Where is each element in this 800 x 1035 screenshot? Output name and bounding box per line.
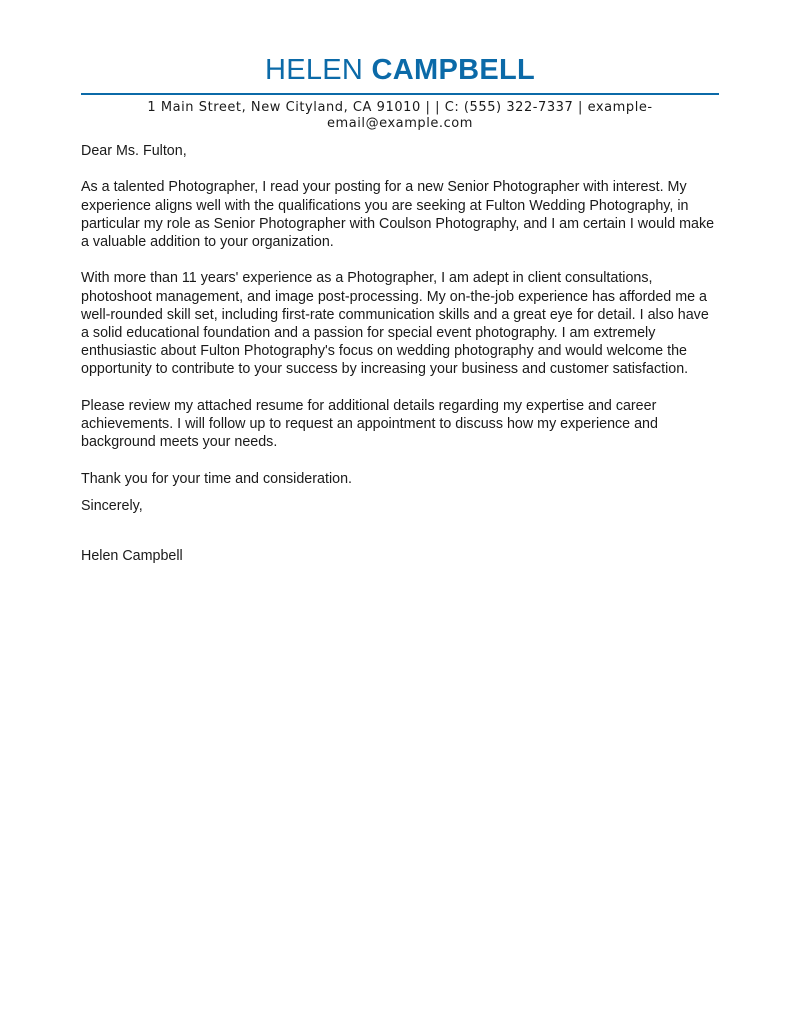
paragraph-experience: With more than 11 years' experience as a Photographer, I am adept in client consultations, photoshoot management, and image post-processing. My on-the-job experience has afforded me a well-rounded skill set, including first-rate communication skills and a great eye for detail. I also have a solid educational foundation and a passion for special event photography. I am extremely enthusiastic about Fulton Photography's focus on wedding photography and would welcome the opportunity to contribute to your success by increasing your business and customer satisfaction. — [81, 270, 709, 378]
contact-info: 1 Main Street, New Cityland, CA 91010 | | C: (555) 322-7337 | example-email@example.com — [147, 100, 653, 131]
applicant-name-heading — [81, 52, 719, 88]
last-name: CAMPBELL — [371, 54, 536, 86]
first-name: HELEN — [264, 54, 364, 86]
salutation: Dear Ms. Fulton, — [81, 143, 187, 159]
closing: Sincerely, — [81, 497, 143, 514]
paragraph-followup: Please review my attached resume for additional details regarding my expertise and career achievements. I will follow up to request an appointment to discuss how my experience and background meets your needs. — [81, 397, 658, 451]
paragraph-intro: As a talented Photographer, I read your posting for a new Senior Photographer with interest. My experience aligns well with the qualifications you are seeking at Fulton Wedding Photography, in particular my role as Senior Photographer with Coulson Photography, and I am certain I would make a valuable addition to your organization. — [81, 179, 715, 250]
signature: Helen Campbell — [81, 548, 183, 564]
header-divider — [81, 93, 719, 95]
cover-letter-page — [81, 52, 719, 583]
paragraph-thanks: Thank you for your time and consideration. — [81, 470, 352, 487]
letter-body — [81, 142, 719, 565]
